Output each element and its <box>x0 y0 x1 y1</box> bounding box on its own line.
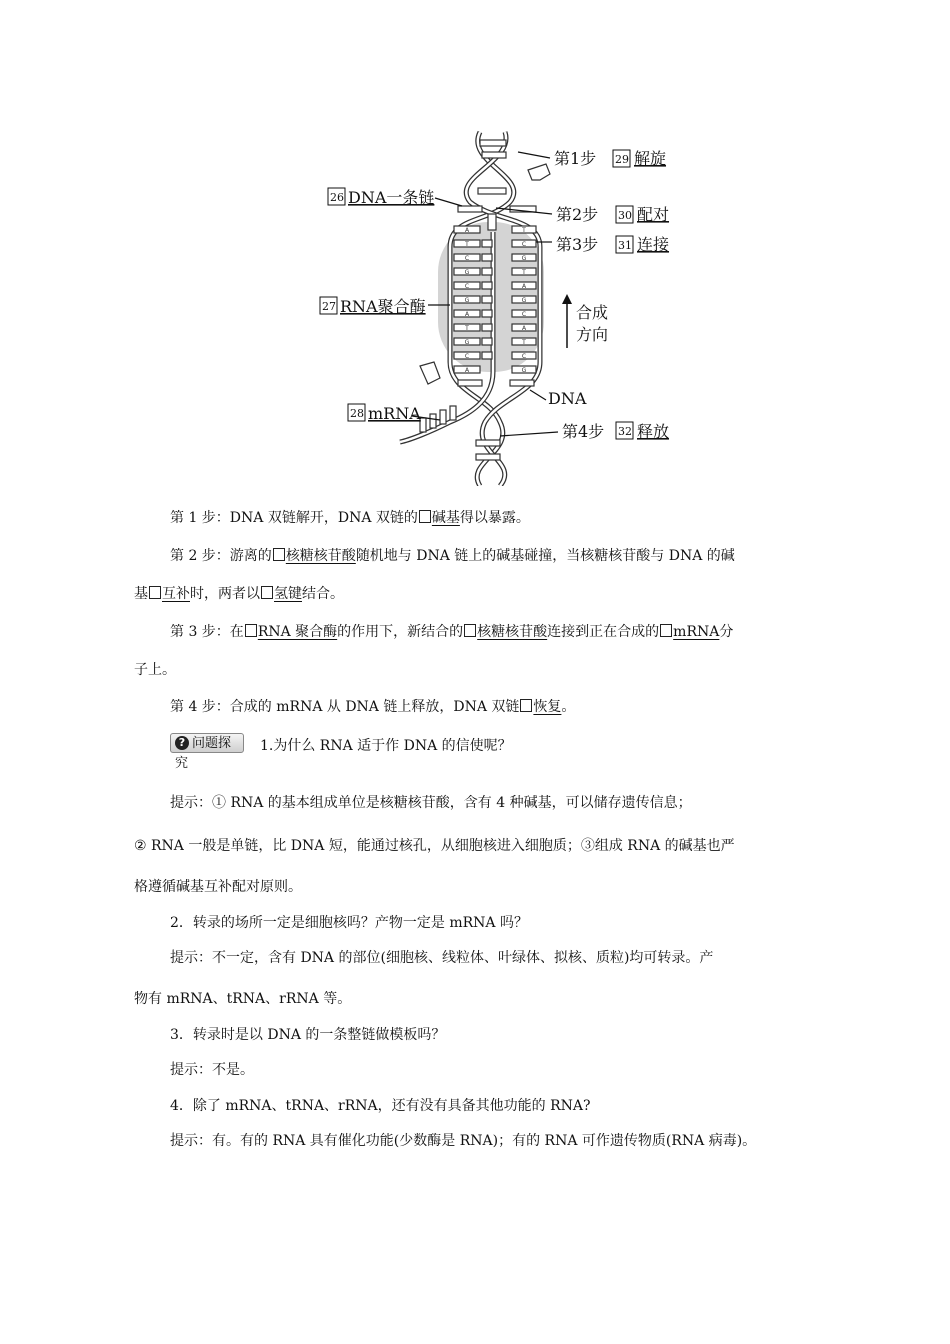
base-letter: C <box>464 353 470 360</box>
step-4: 第 4 步：合成的 mRNA 从 DNA 链上释放，DNA 双链 恢复。 <box>170 699 576 715</box>
blank-box <box>464 624 476 637</box>
answer-3: 提示：不是。 <box>170 1062 254 1078</box>
answer-blank: 恢复 <box>533 699 562 715</box>
blank-box <box>261 586 273 599</box>
base-letter: T <box>522 339 526 346</box>
question-1: 1.为什么 RNA 适于作 DNA 的信使呢？ <box>260 738 512 754</box>
answer-blank: 核糖核苷酸 <box>285 548 356 564</box>
base-letter: C <box>521 241 527 248</box>
base-letter: A <box>464 227 470 234</box>
answer-2-line-2: 物有 mRNA、tRNA、rRNA 等。 <box>134 991 352 1007</box>
label-step1: 第1步 <box>554 149 597 168</box>
answer-blank: mRNA <box>673 624 720 640</box>
num-31: 31 <box>618 239 632 252</box>
transcription-svg <box>300 122 690 486</box>
answer-1-line-1: 提示：① RNA 的基本组成单位是核糖核苷酸，含有 4 种碱基，可以储存遗传信息； <box>170 795 692 811</box>
step-2-line-1: 第 2 步：游离的 核糖核苷酸随机地与 DNA 链上的碱基碰撞，当核糖核苷酸与 DNA 的碱 <box>170 548 735 564</box>
label-dna: DNA <box>548 389 587 408</box>
blank-box <box>419 510 431 523</box>
base-letter: A <box>464 367 470 374</box>
blank-box <box>245 624 257 637</box>
step-3-line-2: 子上。 <box>134 662 176 678</box>
base-letter: A <box>464 311 470 318</box>
base-letter: G <box>464 297 470 304</box>
step-1: 第 1 步：DNA 双链解开，DNA 双链的 碱基得以暴露。 <box>170 510 530 526</box>
step-3-line-1: 第 3 步：在 RNA 聚合酶的作用下，新结合的 核糖核苷酸连接到正在合成的 mRNA分 <box>170 624 734 640</box>
answer-blank: 互补 <box>162 586 190 602</box>
num-29: 29 <box>615 153 629 166</box>
label-rna-polymerase: RNA聚合酶 <box>340 297 426 316</box>
base-letter: T <box>465 325 469 332</box>
inquiry-badge: ? 问题探究 <box>170 733 244 753</box>
label-direction-2: 方向 <box>576 325 609 344</box>
base-letter: G <box>521 255 527 262</box>
num-26: 26 <box>330 191 344 204</box>
answer-4: 提示：有。有的 RNA 具有催化功能(少数酶是 RNA)；有的 RNA 可作遗传物质(RNA 病毒)。 <box>170 1133 757 1149</box>
base-letter: G <box>521 297 527 304</box>
base-letter: C <box>521 353 527 360</box>
question-icon: ? <box>175 736 189 750</box>
num-30: 30 <box>618 209 632 222</box>
answer-2-line-1: 提示：不一定，含有 DNA 的部位(细胞核、线粒体、叶绿体、拟核、质粒)均可转录。产 <box>170 950 714 966</box>
answer-1-line-3: 格遵循碱基互补配对原则。 <box>134 879 302 895</box>
blank-box <box>660 624 672 637</box>
answer-blank: RNA 聚合酶 <box>257 624 338 640</box>
blank-box <box>520 699 532 712</box>
blank-box <box>273 548 285 561</box>
base-letter: C <box>464 255 470 262</box>
answer-blank: 碱基 <box>431 510 460 526</box>
base-letter: T <box>522 227 526 234</box>
question-3: 3．转录时是以 DNA 的一条整链做模板吗？ <box>170 1027 446 1043</box>
blank-box <box>149 586 161 599</box>
num-27: 27 <box>322 300 336 313</box>
question-2: 2．转录的场所一定是细胞核吗？产物一定是 mRNA 吗？ <box>170 915 528 931</box>
base-letter: T <box>465 241 469 248</box>
label-direction-1: 合成 <box>576 303 609 322</box>
label-mrna: mRNA <box>368 404 421 423</box>
base-letter: A <box>521 283 527 290</box>
label-link: 连接 <box>637 235 670 254</box>
question-4: 4．除了 mRNA、tRNA、rRNA，还有没有具备其他功能的 RNA? <box>170 1098 591 1114</box>
num-28: 28 <box>350 407 364 420</box>
base-letter: C <box>464 283 470 290</box>
base-letter: G <box>464 339 470 346</box>
base-letter: C <box>521 311 527 318</box>
transcription-diagram <box>300 122 690 486</box>
step-2-line-2: 基 互补时，两者以 氢键结合。 <box>134 586 344 602</box>
label-step3: 第3步 <box>556 235 599 254</box>
label-unwind: 解旋 <box>634 149 667 168</box>
answer-blank: 核糖核苷酸 <box>477 624 548 640</box>
label-step2: 第2步 <box>556 205 599 224</box>
base-letter: T <box>522 269 526 276</box>
base-letter: G <box>464 269 470 276</box>
label-release: 释放 <box>637 422 670 441</box>
num-32: 32 <box>618 425 632 438</box>
answer-1-line-2: ② RNA 一般是单链，比 DNA 短，能通过核孔，从细胞核进入细胞质；③组成 RNA 的碱基也严 <box>134 838 735 854</box>
label-pair: 配对 <box>637 205 670 224</box>
label-dna-strand: DNA一条链 <box>348 188 435 207</box>
answer-blank: 氢键 <box>274 586 302 602</box>
base-letter: A <box>521 325 527 332</box>
label-step4: 第4步 <box>562 422 605 441</box>
base-letter: G <box>521 367 527 374</box>
